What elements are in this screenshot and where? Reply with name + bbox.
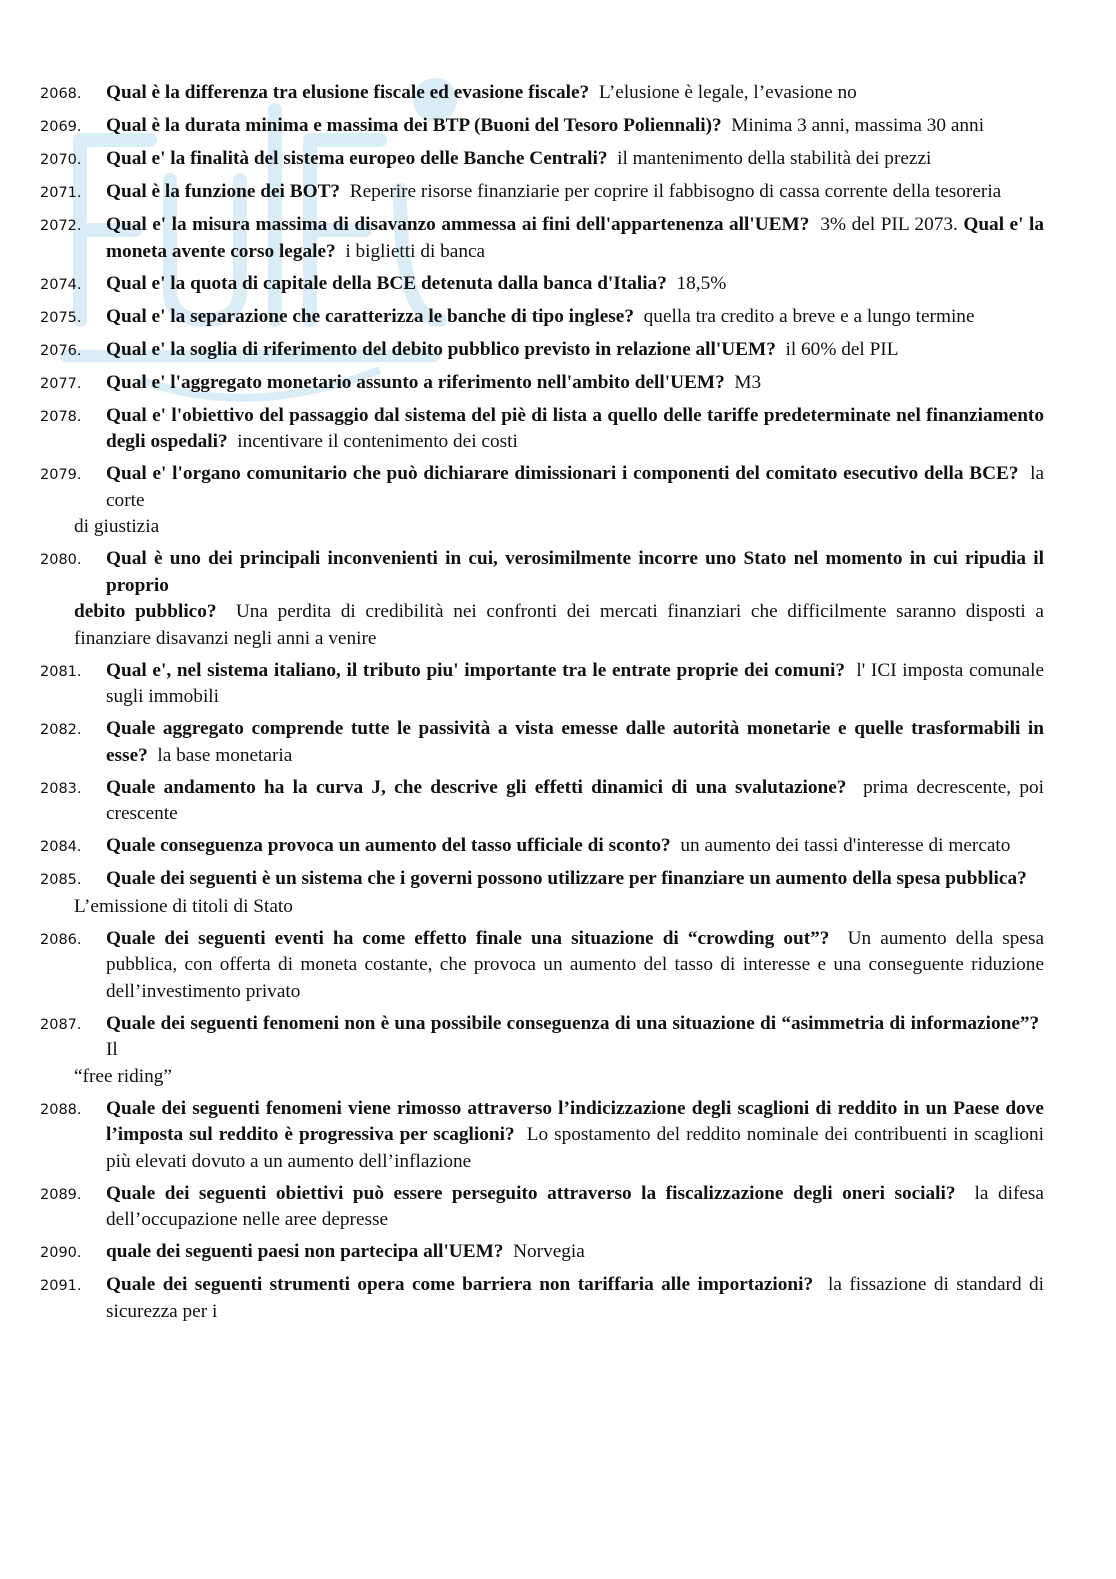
answer-text: incentivare il contenimento dei costi (237, 431, 518, 452)
list-item (40, 113, 1044, 141)
question-text: Qual e', nel sistema italiano, il tributo piu' importante tra le entrate proprie dei comuni? (106, 659, 846, 681)
continuation-text: di giustizia (74, 516, 160, 537)
list-item (40, 1239, 1044, 1267)
question-text: Quale andamento ha la curva J, che descrive gli effetti dinamici di una svalutazione? (106, 776, 847, 798)
item-number: 2080. (40, 552, 82, 568)
list-item (40, 833, 1044, 861)
answer-text: 18,5% (676, 272, 727, 294)
question-text: Qual e' la finalità del sistema europeo delle Banche Centrali? (106, 148, 608, 169)
answer-text: Lo spostamento del reddito nominale dei contribuenti in scaglioni più elevati dovuto a un aumento dell’inflazione (106, 1124, 1044, 1172)
answer-text: l' ICI imposta comunale sugli immobili (106, 659, 1044, 707)
question-text: Qual e' la quota di capitale della BCE detenuta dalla banca d'Italia? (106, 272, 667, 294)
question-text: Quale dei seguenti fenomeni non è una possibile conseguenza di una situazione di “asimmetria di informazione”? (106, 1012, 1040, 1034)
question-continuation: debito pubblico? (74, 601, 217, 622)
question-text: Qual e' l'aggregato monetario assunto a riferimento nell'ambito dell'UEM? (106, 371, 725, 393)
list-item (40, 1181, 1044, 1234)
answer-text: la fissazione di standard di sicurezza per i (106, 1274, 1045, 1322)
continuation-block (74, 599, 1044, 652)
continuation-text: L’emissione di titoli di Stato (74, 895, 293, 917)
answer-text: il 60% del PIL (785, 338, 899, 360)
list-item (40, 370, 1044, 398)
item-number: 2086. (40, 931, 82, 948)
item-number: 2090. (40, 1245, 82, 1261)
answer-text: la difesa dell’occupazione nelle aree depresse (106, 1182, 1044, 1230)
continuation-text: “free riding” (74, 1065, 172, 1087)
answer-text: M3 (734, 371, 762, 393)
item-number: 2072. (40, 218, 82, 234)
question-list (40, 80, 1044, 1331)
item-number: 2079. (40, 467, 82, 483)
question-text: Qual è la differenza tra elusione fiscale ed evasione fiscale? (106, 82, 590, 103)
list-item (40, 403, 1044, 456)
item-number: 2068. (40, 86, 82, 102)
item-number: 2087. (40, 1016, 82, 1033)
list-item (40, 80, 1044, 108)
answer-text: Un aumento della spesa pubblica, con offerta di moneta costante, che provoca un aumento del tasso di interesse e una conseguente riduzione dell’investimento privato (106, 927, 1045, 1002)
answer-text: 3% del PIL (820, 214, 909, 235)
answer-text: L’elusione è legale, l’evasione no (598, 82, 857, 103)
list-item (40, 1096, 1044, 1176)
list-item (40, 716, 1044, 769)
list-item (40, 271, 1044, 299)
item-number: 2076. (40, 342, 82, 359)
item-number: 2088. (40, 1101, 82, 1118)
list-item (40, 304, 1044, 332)
answer-text: Il (106, 1039, 118, 1060)
item-number: 2081. (40, 663, 82, 680)
question-text: Qual e' la soglia di riferimento del debito pubblico previsto in relazione all'UEM? (106, 338, 776, 360)
answer-text: Una perdita di credibilità nei confronti dei mercati finanziari che difficilmente saranno disposti a finanziare disavanzi negli anni a venire (74, 601, 1044, 649)
answer-text: Minima 3 anni, massima 30 anni (731, 115, 985, 136)
list-item (40, 146, 1044, 174)
question-text: Quale dei seguenti obiettivi può essere perseguito attraverso la fiscalizzazione degli oneri sociali? (106, 1182, 956, 1204)
question-text: Quale dei seguenti strumenti opera come barriera non tariffaria alle importazioni? (106, 1274, 814, 1295)
question-text: Qual e' la moneta avente corso legale? (106, 214, 1044, 262)
item-number: 2091. (40, 1278, 82, 1294)
item-number: 2069. (40, 119, 82, 135)
list-item (40, 926, 1044, 1006)
item-number: 2084. (40, 839, 82, 855)
item-number: 2089. (40, 1186, 82, 1203)
item-number: 2085. (40, 872, 82, 888)
inline-item-number: 2073. (914, 214, 958, 235)
list-item (40, 658, 1044, 711)
answer-text: un aumento dei tassi d'interesse di mercato (680, 835, 1011, 856)
answer-text: il mantenimento della stabilità dei prezzi (617, 148, 932, 169)
item-number: 2074. (40, 276, 82, 293)
answer-text: Norvegia (513, 1241, 585, 1262)
answer-text: la base monetaria (157, 744, 293, 766)
list-item (40, 775, 1044, 828)
answer-text: i biglietti di banca (345, 240, 486, 262)
list-item (40, 179, 1044, 207)
question-text: Qual è uno dei principali inconvenienti in cui, verosimilmente incorre uno Stato nel momento in cui ripudia il proprio (106, 548, 1044, 596)
item-number: 2078. (40, 408, 82, 425)
item-number: 2070. (40, 152, 82, 168)
item-number: 2082. (40, 722, 82, 738)
question-text: Quale dei seguenti fenomeni viene rimosso attraverso l’indicizzazione degli scaglioni di reddito in un Paese dove l’imposta sul reddito è progressiva per scaglioni? (106, 1097, 1044, 1145)
question-text: Quale aggregato comprende tutte le passività a vista emesse dalle autorità monetarie e quelle trasformabili in esse? (106, 718, 1044, 766)
question-text: Qual e' l'organo comunitario che può dichiarare dimissionari i componenti del comitato esecutivo della BCE? (106, 463, 1019, 484)
list-item (40, 461, 1044, 514)
question-text: Qual è la funzione dei BOT? (106, 181, 341, 202)
item-number: 2083. (40, 780, 82, 797)
list-item (40, 546, 1044, 599)
question-text: Qual e' l'obiettivo del passaggio dal sistema del piè di lista a quello delle tariffe predeterminate nel finanziamento degli ospedali? (106, 404, 1044, 452)
item-number: 2071. (40, 185, 82, 201)
question-text: Qual è la durata minima e massima dei BTP (Buoni del Tesoro Poliennali)? (106, 115, 722, 136)
question-text: Quale conseguenza provoca un aumento del tasso ufficiale di sconto? (106, 835, 671, 856)
item-number: 2075. (40, 309, 82, 326)
question-text: Qual e' la misura massima di disavanzo ammessa ai fini dell'appartenenza all'UEM? (106, 214, 810, 235)
item-number: 2077. (40, 375, 82, 392)
answer-text: Reperire risorse finanziarie per coprire il fabbisogno di cassa corrente della tesoreria (349, 181, 1002, 202)
answer-text: la corte (106, 463, 1045, 511)
question-text: quale dei seguenti paesi non partecipa all'UEM? (106, 1241, 504, 1262)
list-item (40, 212, 1044, 265)
answer-text: quella tra credito a breve e a lungo termine (643, 305, 975, 327)
list-item (40, 866, 1044, 894)
question-text: Qual e' la separazione che caratterizza le banche di tipo inglese? (106, 305, 635, 327)
question-text: Quale dei seguenti è un sistema che i governi possono utilizzare per finanziare un aumento della spesa pubblica? (106, 868, 1027, 889)
list-item (40, 1011, 1044, 1064)
list-item (40, 1272, 1044, 1325)
question-text: Quale dei seguenti eventi ha come effetto finale una situazione di “crowding out”? (106, 927, 830, 949)
list-item (40, 337, 1044, 365)
answer-text: prima decrescente, poi crescente (106, 776, 1045, 824)
